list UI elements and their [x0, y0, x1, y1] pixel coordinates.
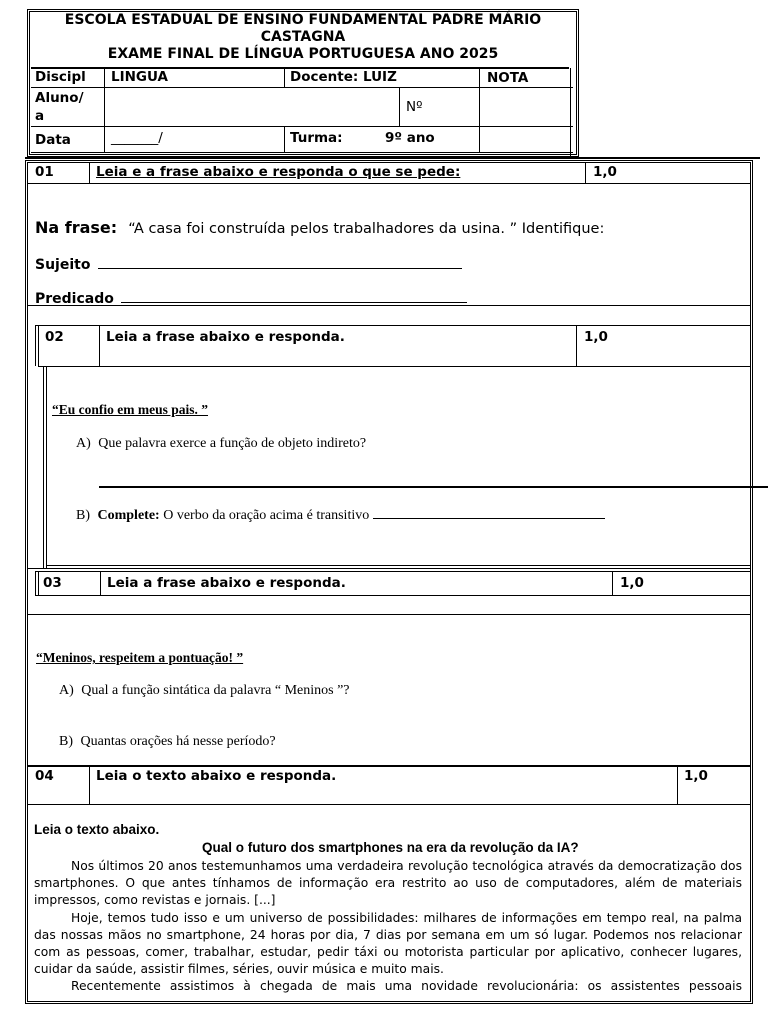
item-marker: B)	[76, 508, 90, 523]
section-divider	[677, 766, 678, 804]
section-divider	[28, 183, 750, 184]
school-name-line1: ESCOLA ESTADUAL DE ENSINO FUNDAMENTAL PADRE MÁRIO	[64, 12, 542, 28]
section-divider	[28, 305, 750, 306]
phrase-label: Na frase:	[35, 218, 118, 237]
subject-answer-line[interactable]	[98, 254, 462, 269]
section-divider	[46, 366, 47, 568]
section-divider	[576, 325, 577, 366]
section-divider	[28, 614, 750, 615]
section-divider	[28, 765, 750, 767]
section-divider	[46, 565, 750, 566]
question-number: 02	[45, 329, 64, 345]
discipline-value: LINGUA	[111, 69, 168, 85]
item-b	[59, 734, 276, 750]
item-b	[76, 506, 605, 524]
item-marker: A)	[76, 436, 91, 451]
question-number: 01	[35, 164, 54, 180]
subject-row	[35, 254, 462, 273]
item-text: Que palavra exerce a função de objeto indireto?	[98, 436, 367, 451]
question-number: 03	[43, 575, 62, 591]
section-divider	[28, 568, 750, 569]
quote-text: “Meninos, respeitem a pontuação! ”	[36, 650, 244, 665]
header-divider	[104, 68, 105, 152]
reading-text	[34, 858, 742, 1000]
item-a	[59, 683, 350, 699]
item-text: O verbo da oração acima é transitivo	[163, 508, 370, 523]
section-divider	[35, 325, 36, 366]
discipline-label: Discipl	[35, 69, 86, 85]
question-points: 1,0	[620, 575, 644, 591]
student-label-line2: a	[35, 108, 45, 124]
paragraph: Recentemente assistimos à chegada de mais uma novidade revolucionária: os assistentes pessoais	[71, 979, 742, 994]
question-title: Leia e a frase abaixo e responda o que se pede:	[96, 164, 461, 180]
question-title: Leia o texto abaixo e responda.	[96, 768, 337, 784]
number-label: Nº	[406, 99, 423, 115]
question-points: 1,0	[584, 329, 608, 345]
class-value: 9º ano	[385, 130, 435, 146]
date-value: _______/	[111, 130, 163, 146]
text-intro: Leia o texto abaixo.	[34, 822, 160, 837]
section-divider	[35, 325, 750, 326]
text-title: Qual o futuro dos smartphones na era da revolução da IA?	[202, 840, 579, 855]
date-label: Data	[35, 132, 71, 148]
section-divider	[38, 325, 39, 366]
section-divider	[612, 571, 613, 595]
school-name-line2: CASTAGNA	[260, 29, 346, 45]
section-divider	[43, 366, 44, 568]
quote-text: “Eu confio em meus pais. ”	[52, 402, 209, 417]
phrase-line	[35, 218, 604, 237]
section-divider	[25, 157, 760, 159]
item-text: Qual a função sintática da palavra “ Meninos ”?	[81, 683, 350, 698]
header-divider	[570, 68, 571, 156]
section-divider	[35, 595, 750, 596]
section-divider	[35, 571, 36, 595]
header-divider	[31, 126, 573, 127]
student-label-line1: Aluno/	[35, 90, 84, 106]
predicate-label: Predicado	[35, 291, 114, 307]
section-divider	[89, 766, 90, 804]
predicate-answer-line[interactable]	[121, 288, 467, 303]
question-number: 04	[35, 768, 54, 784]
section-divider	[28, 804, 750, 805]
question-points: 1,0	[593, 164, 617, 180]
section-divider	[585, 163, 586, 183]
transitive-answer-line[interactable]	[373, 506, 605, 519]
paragraph: Nos últimos 20 anos testemunhamos uma verdadeira revolução tecnológica através da democratização dos smartphones. O que antes tínhamos de informação era restrito ao uso de computadores, além de materiais impressos, como revistas e jornais. [...]	[34, 859, 742, 908]
section-divider	[35, 571, 750, 572]
section-divider	[89, 163, 90, 183]
subject-label: Sujeito	[35, 257, 91, 273]
question-points: 1,0	[684, 768, 708, 784]
header-divider	[479, 68, 480, 152]
header-divider	[284, 126, 285, 152]
exam-title: EXAME FINAL DE LÍNGUA PORTUGUESA ANO 2025	[107, 46, 499, 62]
question-title: Leia a frase abaixo e responda.	[107, 575, 346, 591]
header-divider	[31, 87, 573, 88]
teacher-label: Docente: LUIZ	[290, 69, 397, 85]
header-divider	[31, 152, 573, 153]
grade-label: NOTA	[487, 70, 529, 86]
class-label: Turma:	[290, 130, 343, 146]
header-divider	[399, 88, 400, 126]
answer-line[interactable]	[99, 486, 768, 488]
phrase-text: “A casa foi construída pelos trabalhadores da usina. ” Identifique:	[128, 221, 605, 237]
section-divider	[38, 571, 39, 595]
item-a	[76, 436, 366, 452]
section-divider	[99, 325, 100, 366]
item-bold-label: Complete:	[97, 508, 160, 523]
header-divider	[284, 68, 285, 88]
question-title: Leia a frase abaixo e responda.	[106, 329, 345, 345]
item-marker: B)	[59, 734, 73, 749]
section-divider	[100, 571, 101, 595]
section-divider	[38, 366, 750, 367]
paragraph: Hoje, temos tudo isso e um universo de possibilidades: milhares de informações em tempo real, na palma das nossas mãos no smartphone, 24 horas por dia, 7 dias por semana em um só lugar. Podemos nos relacionar com as pessoas, comer, trabalhar, estudar, pedir táxi ou motorista particular por aplicativo, conhecer lugares, cuidar da saúde, assistir filmes, séries, ouvir música e muito mais.	[34, 910, 742, 977]
item-marker: A)	[59, 683, 74, 698]
item-text: Quantas orações há nesse período?	[80, 734, 276, 749]
